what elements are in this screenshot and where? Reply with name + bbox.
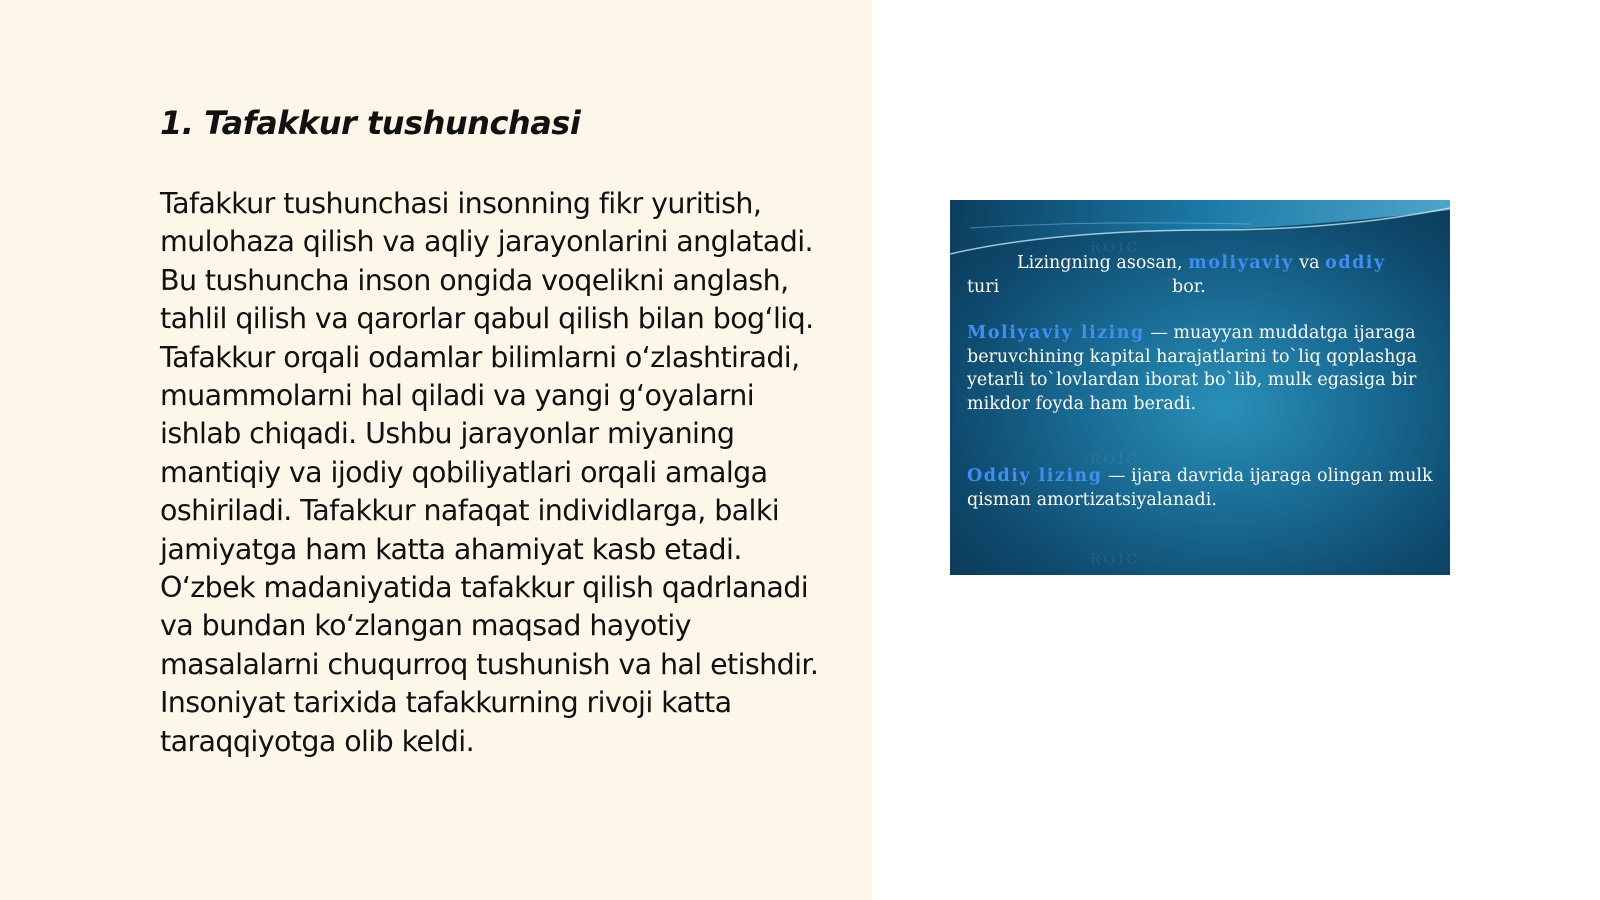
- image-text: Lizingning asosan,: [1017, 253, 1183, 273]
- slide-body-text: Tafakkur tushunchasi insonning fikr yuritish, mulohaza qilish va aqliy jarayonlarini anglatadi. Bu tushuncha inson ongida voqelikni anglash, tahlil qilish va qarorlar qabul qilish bilan bog‘liq. Tafakkur orqali odamlar bilimlarni o‘zlashtiradi, muammolarni hal qiladi va yangi g‘oyalarni ishlab chiqadi. Ushbu jarayonlar miyaning mantiqiy va ijodiy qobiliyatlari orqali amalga oshiriladi. Tafakkur nafaqat individlarga, balki jamiyatga ham katta ahamiyat kasb etadi. O‘zbek madaniyatida tafakkur qilish qadrlanadi va bundan ko‘zlangan maqsad hayotiy masalalarni chuqurroq tushunish va hal etishdir. Insoniyat tarixida tafakkurning rivoji katta taraqqiyotga olib keldi.: [160, 187, 819, 758]
- image-text: va: [1299, 253, 1320, 273]
- slide-image: ROIC ROIC ROIC Lizingning asosan, moliyaviy va oddiy turi bor. Moliyaviy lizing — muayyan muddatga ijaraga beruvchining kapital harajatlarini to`liq qoplashga yetarli to`lovlardan iborat bo`lib, mulk egasiga bir mikdor foyda ham beradi. Oddiy lizing — ijara davrida ijaraga olingan mulk qisman amortizatsiyalanadi.: [950, 200, 1450, 575]
- image-paragraph-financial: [967, 322, 1437, 416]
- image-definition-financial: — muayyan muddatga ijaraga beruvchining kapital harajatlarini to`liq qoplashga yetarli to`lovlardan iborat bo`lib, mulk egasiga bir mikdor foyda ham beradi.: [967, 323, 1418, 414]
- image-highlight-financial: moliyaviy: [1188, 253, 1294, 273]
- slide-title: 1. Tafakkur tushunchasi: [160, 104, 581, 142]
- image-text: turi: [967, 276, 1000, 297]
- image-highlight-ordinary: oddiy: [1325, 253, 1386, 273]
- image-paragraph-ordinary: [967, 465, 1437, 512]
- image-term-financial: Moliyaviy lizing: [967, 323, 1145, 343]
- image-paragraph-types: [967, 252, 1437, 299]
- image-text: bor.: [1172, 276, 1206, 297]
- image-term-ordinary: Oddiy lizing: [967, 466, 1103, 486]
- image-definition-ordinary: — ijara davrida ijaraga olingan mulk qisman amortizatsiyalanadi.: [967, 466, 1433, 510]
